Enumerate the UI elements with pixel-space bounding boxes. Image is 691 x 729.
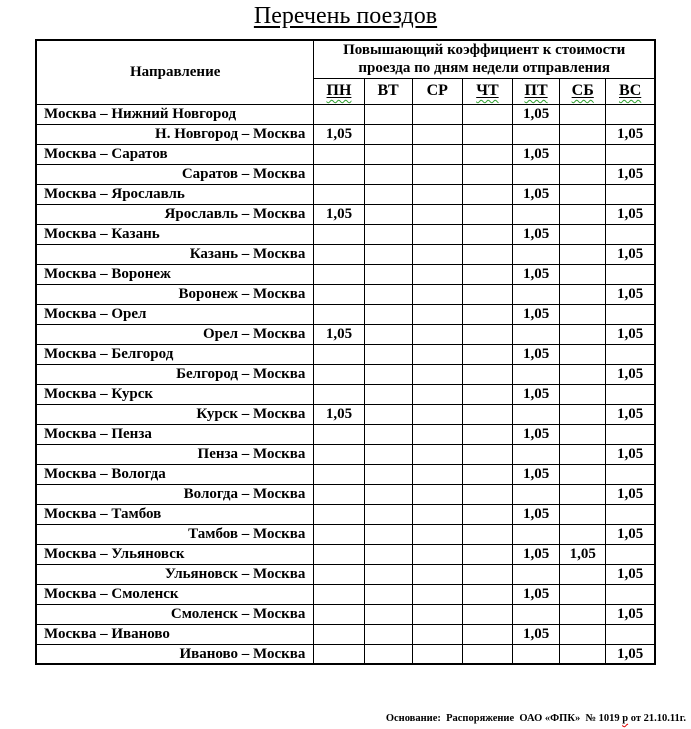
coefficient-cell <box>513 444 560 464</box>
coefficient-cell <box>513 484 560 504</box>
coefficient-cell <box>314 144 364 164</box>
coefficient-cell: 1,05 <box>606 444 655 464</box>
direction-cell: Москва – Тамбов <box>36 504 314 524</box>
coefficient-cell <box>412 264 462 284</box>
day-header-СР: СР <box>412 78 462 104</box>
coefficient-cell <box>606 544 655 564</box>
table-row <box>36 424 655 444</box>
day-header-ЧТ: ЧТ <box>462 78 512 104</box>
table-row <box>36 444 655 464</box>
coefficient-cell <box>412 324 462 344</box>
coefficient-cell <box>606 184 655 204</box>
coefficient-cell <box>462 484 512 504</box>
coefficient-cell <box>364 504 412 524</box>
coefficient-cell <box>412 584 462 604</box>
table-row <box>36 464 655 484</box>
coefficient-cell: 1,05 <box>513 384 560 404</box>
coefficient-cell <box>364 144 412 164</box>
coefficient-cell: 1,05 <box>513 144 560 164</box>
coefficient-cell <box>412 164 462 184</box>
direction-cell: Москва – Смоленск <box>36 584 314 604</box>
coefficient-cell <box>606 304 655 324</box>
table-row <box>36 344 655 364</box>
coefficient-cell <box>412 544 462 564</box>
coefficient-cell <box>560 604 606 624</box>
coefficient-cell <box>513 524 560 544</box>
coefficient-cell <box>462 364 512 384</box>
direction-cell: Москва – Белгород <box>36 344 314 364</box>
coefficient-cell: 1,05 <box>513 424 560 444</box>
coefficient-cell <box>560 224 606 244</box>
direction-cell: Москва – Саратов <box>36 144 314 164</box>
coefficient-cell <box>314 464 364 484</box>
coefficient-cell <box>462 264 512 284</box>
coefficient-cell <box>364 584 412 604</box>
coefficient-cell <box>462 524 512 544</box>
coefficient-cell <box>364 164 412 184</box>
coefficient-cell <box>560 324 606 344</box>
coefficient-cell <box>364 444 412 464</box>
coefficient-cell: 1,05 <box>606 484 655 504</box>
coefficient-cell <box>462 624 512 644</box>
coefficient-cell <box>412 104 462 124</box>
coefficient-cell: 1,05 <box>314 324 364 344</box>
coefficient-cell <box>513 204 560 224</box>
coefficient-cell <box>606 504 655 524</box>
coefficient-cell <box>560 504 606 524</box>
train-coefficients-table <box>35 39 656 665</box>
direction-cell: Вологда – Москва <box>36 484 314 504</box>
header-row-coefficient <box>36 40 655 78</box>
coefficient-cell <box>364 284 412 304</box>
day-header-ПН: ПН <box>314 78 364 104</box>
coefficient-cell <box>412 444 462 464</box>
coefficient-cell <box>513 644 560 664</box>
direction-cell: Орел – Москва <box>36 324 314 344</box>
coefficient-cell <box>314 624 364 644</box>
coefficient-cell <box>560 424 606 444</box>
direction-cell: Москва – Иваново <box>36 624 314 644</box>
table-row <box>36 404 655 424</box>
coefficient-cell <box>364 204 412 224</box>
table-row <box>36 244 655 264</box>
coefficient-cell <box>412 184 462 204</box>
table-row <box>36 124 655 144</box>
coefficient-cell <box>364 124 412 144</box>
coefficient-cell <box>560 264 606 284</box>
coefficient-cell <box>462 504 512 524</box>
coefficient-cell <box>314 304 364 324</box>
coefficient-cell <box>513 284 560 304</box>
coefficient-cell <box>462 144 512 164</box>
coefficient-cell <box>462 444 512 464</box>
direction-cell: Саратов – Москва <box>36 164 314 184</box>
coefficient-cell <box>314 424 364 444</box>
coefficient-cell <box>560 104 606 124</box>
table-row <box>36 384 655 404</box>
coefficient-cell <box>314 524 364 544</box>
coefficient-cell <box>314 604 364 624</box>
coefficient-cell: 1,05 <box>606 604 655 624</box>
coefficient-cell <box>462 464 512 484</box>
coefficient-cell: 1,05 <box>314 404 364 424</box>
coefficient-cell <box>462 244 512 264</box>
coefficient-cell <box>364 104 412 124</box>
table-row <box>36 264 655 284</box>
coefficient-cell <box>364 544 412 564</box>
coefficient-cell <box>412 304 462 324</box>
table-row <box>36 104 655 124</box>
coefficient-cell <box>314 264 364 284</box>
coefficient-cell <box>412 384 462 404</box>
coefficient-cell <box>560 144 606 164</box>
coefficient-cell <box>364 424 412 444</box>
coefficient-cell <box>513 164 560 184</box>
table-row <box>36 624 655 644</box>
coefficient-cell <box>606 424 655 444</box>
coefficient-cell <box>412 624 462 644</box>
table-row <box>36 224 655 244</box>
coefficient-cell <box>412 464 462 484</box>
coefficient-cell <box>606 464 655 484</box>
coefficient-cell <box>364 244 412 264</box>
coefficient-cell <box>513 244 560 264</box>
coefficient-cell <box>560 164 606 184</box>
table-row <box>36 324 655 344</box>
coefficient-column-header <box>314 40 655 78</box>
coefficient-cell <box>314 544 364 564</box>
coefficient-cell <box>560 484 606 504</box>
coefficient-cell <box>314 484 364 504</box>
coefficient-header-line2: проезда по дням недели отправления <box>358 60 611 77</box>
direction-cell: Москва – Вологда <box>36 464 314 484</box>
coefficient-cell <box>412 424 462 444</box>
coefficient-cell <box>364 484 412 504</box>
coefficient-cell: 1,05 <box>513 104 560 124</box>
coefficient-cell <box>364 464 412 484</box>
coefficient-cell <box>462 164 512 184</box>
table-row <box>36 364 655 384</box>
coefficient-cell <box>560 124 606 144</box>
day-header-ВТ: ВТ <box>364 78 412 104</box>
direction-cell: Москва – Нижний Новгород <box>36 104 314 124</box>
coefficient-cell <box>364 604 412 624</box>
coefficient-cell <box>462 184 512 204</box>
table-row <box>36 584 655 604</box>
coefficient-cell <box>560 624 606 644</box>
coefficient-cell: 1,05 <box>513 224 560 244</box>
coefficient-cell <box>560 244 606 264</box>
coefficient-cell <box>513 404 560 424</box>
coefficient-cell <box>412 604 462 624</box>
coefficient-cell: 1,05 <box>314 124 364 144</box>
coefficient-cell <box>462 224 512 244</box>
coefficient-cell <box>560 284 606 304</box>
footnote-misspelled-word: р <box>622 713 629 724</box>
direction-cell: Казань – Москва <box>36 244 314 264</box>
coefficient-cell <box>513 324 560 344</box>
coefficient-cell <box>606 264 655 284</box>
table-row <box>36 524 655 544</box>
coefficient-cell <box>412 404 462 424</box>
coefficient-cell <box>462 324 512 344</box>
coefficient-cell: 1,05 <box>606 524 655 544</box>
coefficient-cell <box>364 264 412 284</box>
coefficient-cell <box>412 504 462 524</box>
table-row <box>36 644 655 664</box>
coefficient-cell: 1,05 <box>606 244 655 264</box>
coefficient-cell <box>412 284 462 304</box>
direction-cell: Ярославль – Москва <box>36 204 314 224</box>
coefficient-cell <box>364 644 412 664</box>
coefficient-cell <box>314 444 364 464</box>
coefficient-cell: 1,05 <box>606 644 655 664</box>
coefficient-cell <box>412 564 462 584</box>
table-row <box>36 604 655 624</box>
coefficient-cell <box>412 124 462 144</box>
coefficient-cell <box>364 304 412 324</box>
direction-cell: Москва – Казань <box>36 224 314 244</box>
coefficient-cell <box>513 604 560 624</box>
coefficient-cell <box>314 164 364 184</box>
coefficient-cell <box>314 244 364 264</box>
day-header-ПТ: ПТ <box>513 78 560 104</box>
table-row <box>36 484 655 504</box>
coefficient-cell: 1,05 <box>606 204 655 224</box>
coefficient-cell: 1,05 <box>560 544 606 564</box>
coefficient-cell <box>462 344 512 364</box>
coefficient-cell <box>314 344 364 364</box>
coefficient-cell: 1,05 <box>606 564 655 584</box>
coefficient-cell <box>314 104 364 124</box>
coefficient-cell <box>462 644 512 664</box>
coefficient-cell <box>364 564 412 584</box>
coefficient-cell <box>560 204 606 224</box>
direction-cell: Пенза – Москва <box>36 444 314 464</box>
coefficient-cell <box>560 524 606 544</box>
direction-cell: Москва – Ярославль <box>36 184 314 204</box>
coefficient-cell <box>412 364 462 384</box>
coefficient-cell: 1,05 <box>513 464 560 484</box>
direction-cell: Москва – Курск <box>36 384 314 404</box>
coefficient-cell <box>364 364 412 384</box>
coefficient-cell <box>412 644 462 664</box>
coefficient-cell <box>462 584 512 604</box>
direction-cell: Москва – Воронеж <box>36 264 314 284</box>
direction-cell: Ульяновск – Москва <box>36 564 314 584</box>
coefficient-cell <box>560 444 606 464</box>
day-header-ВС: ВС <box>606 78 655 104</box>
coefficient-cell <box>560 464 606 484</box>
direction-cell: Москва – Орел <box>36 304 314 324</box>
coefficient-cell <box>560 364 606 384</box>
coefficient-cell <box>513 124 560 144</box>
coefficient-cell <box>462 384 512 404</box>
footnote-text-before: Основание: Распоряжение ОАО «ФПК» № 1019 <box>385 713 623 724</box>
coefficient-cell <box>560 584 606 604</box>
direction-cell: Москва – Пенза <box>36 424 314 444</box>
coefficient-cell: 1,05 <box>513 504 560 524</box>
coefficient-cell <box>364 344 412 364</box>
coefficient-cell <box>606 344 655 364</box>
coefficient-cell <box>513 364 560 384</box>
direction-cell: Смоленск – Москва <box>36 604 314 624</box>
coefficient-cell: 1,05 <box>513 584 560 604</box>
coefficient-cell <box>606 224 655 244</box>
footnote-text-after: от 21.10.11г. <box>628 713 686 724</box>
coefficient-cell <box>412 204 462 224</box>
coefficient-cell: 1,05 <box>606 284 655 304</box>
direction-cell: Иваново – Москва <box>36 644 314 664</box>
coefficient-cell <box>462 404 512 424</box>
direction-column-header: Направление <box>36 40 314 104</box>
coefficient-cell <box>314 284 364 304</box>
coefficient-cell <box>560 184 606 204</box>
direction-cell: Москва – Ульяновск <box>36 544 314 564</box>
table-row <box>36 204 655 224</box>
coefficient-cell: 1,05 <box>606 124 655 144</box>
coefficient-cell <box>606 384 655 404</box>
train-table-body <box>36 104 655 664</box>
coefficient-cell <box>364 404 412 424</box>
table-row <box>36 284 655 304</box>
coefficient-cell <box>462 104 512 124</box>
coefficient-cell <box>462 544 512 564</box>
coefficient-cell <box>606 104 655 124</box>
coefficient-cell: 1,05 <box>513 344 560 364</box>
coefficient-cell <box>462 304 512 324</box>
coefficient-cell: 1,05 <box>606 404 655 424</box>
coefficient-cell <box>364 324 412 344</box>
coefficient-cell: 1,05 <box>513 304 560 324</box>
table-row <box>36 564 655 584</box>
coefficient-cell <box>364 224 412 244</box>
page-title: Перечень поездов <box>253 3 438 29</box>
coefficient-cell <box>314 224 364 244</box>
coefficient-cell <box>412 344 462 364</box>
coefficient-cell: 1,05 <box>513 264 560 284</box>
coefficient-cell <box>412 484 462 504</box>
direction-cell: Воронеж – Москва <box>36 284 314 304</box>
day-header-СБ: СБ <box>560 78 606 104</box>
table-row <box>36 544 655 564</box>
coefficient-cell: 1,05 <box>513 184 560 204</box>
coefficient-cell <box>560 644 606 664</box>
coefficient-cell <box>462 564 512 584</box>
coefficient-cell <box>560 384 606 404</box>
direction-cell: Курск – Москва <box>36 404 314 424</box>
coefficient-cell <box>560 304 606 324</box>
direction-cell: Н. Новгород – Москва <box>36 124 314 144</box>
coefficient-cell: 1,05 <box>314 204 364 224</box>
coefficient-cell <box>314 384 364 404</box>
table-row <box>36 184 655 204</box>
table-row <box>36 144 655 164</box>
table-row <box>36 164 655 184</box>
coefficient-cell <box>606 624 655 644</box>
coefficient-cell <box>462 604 512 624</box>
table-row <box>36 304 655 324</box>
coefficient-cell <box>560 344 606 364</box>
coefficient-cell: 1,05 <box>606 324 655 344</box>
coefficient-cell: 1,05 <box>513 544 560 564</box>
coefficient-cell <box>314 364 364 384</box>
coefficient-cell <box>364 184 412 204</box>
coefficient-cell <box>560 564 606 584</box>
coefficient-cell: 1,05 <box>606 364 655 384</box>
coefficient-cell <box>462 424 512 444</box>
coefficient-cell <box>412 224 462 244</box>
coefficient-cell <box>314 644 364 664</box>
coefficient-cell <box>412 144 462 164</box>
coefficient-cell <box>462 124 512 144</box>
coefficient-cell <box>412 244 462 264</box>
coefficient-cell <box>462 284 512 304</box>
direction-cell: Тамбов – Москва <box>36 524 314 544</box>
coefficient-cell <box>513 564 560 584</box>
coefficient-cell <box>606 584 655 604</box>
coefficient-cell <box>314 184 364 204</box>
basis-footnote <box>386 713 686 724</box>
coefficient-cell <box>314 564 364 584</box>
coefficient-cell <box>560 404 606 424</box>
table-row <box>36 504 655 524</box>
coefficient-cell: 1,05 <box>606 164 655 184</box>
coefficient-cell <box>314 584 364 604</box>
coefficient-cell <box>606 144 655 164</box>
coefficient-cell <box>364 524 412 544</box>
coefficient-cell: 1,05 <box>513 624 560 644</box>
coefficient-cell <box>412 524 462 544</box>
coefficient-cell <box>314 504 364 524</box>
direction-cell: Белгород – Москва <box>36 364 314 384</box>
coefficient-cell <box>462 204 512 224</box>
coefficient-header-line1: Повышающий коэффициент к стоимости <box>343 42 626 59</box>
coefficient-cell <box>364 384 412 404</box>
coefficient-cell <box>364 624 412 644</box>
